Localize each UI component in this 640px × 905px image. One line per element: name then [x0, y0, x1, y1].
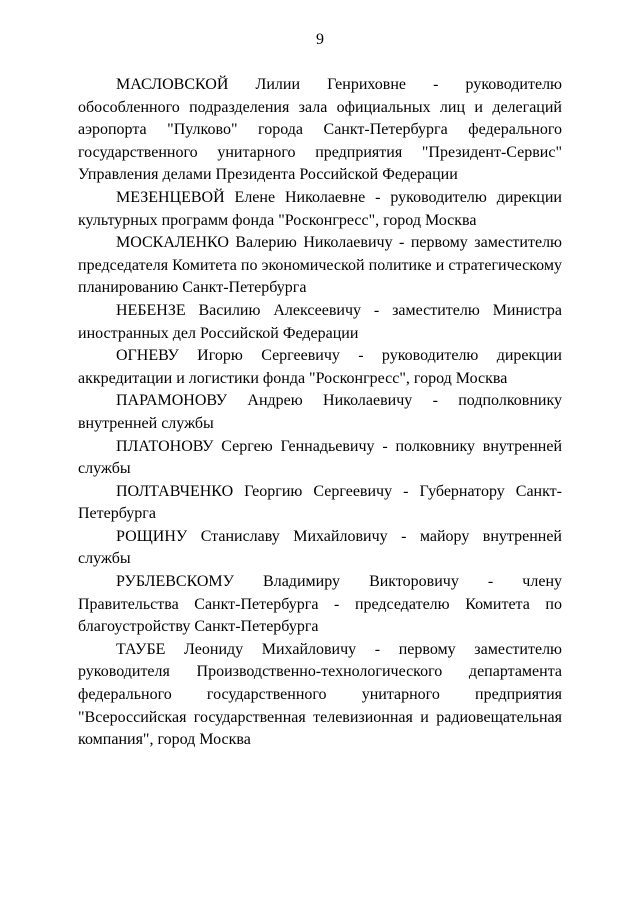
page-number: 9 [316, 31, 324, 48]
list-entry-roshchin: РОЩИНУ Станиславу Михайловичу - майору внутренней службы [78, 527, 562, 568]
list-entry-rublevsky: РУБЛЕВСКОМУ Владимиру Викторовичу - члену Правительства Санкт-Петербурга - председателю Комитета по благоустройству Санкт-Петербурга [78, 573, 562, 636]
list-entry-moskalenko: МОСКАЛЕНКО Валерию Николаевичу - первому заместителю председателя Комитета по экономической политике и стратегическому планированию Санкт-Петербурга [78, 234, 562, 297]
list-entry-nebenzya: НЕБЕНЗЕ Василию Алексеевичу - заместителю Министра иностранных дел Российской Федерации [78, 301, 562, 342]
list-entry-platonov: ПЛАТОНОВУ Сергею Геннадьевичу - полковнику внутренней службы [78, 437, 562, 478]
list-entry-poltavchenko: ПОЛТАВЧЕНКО Георгию Сергеевичу - Губернатору Санкт-Петербурга [78, 482, 562, 523]
list-entry-masloovskaya: МАСЛОВСКОЙ Лилии Генриховне - руководителю обособленного подразделения зала официальных лиц и делегаций аэропорта "Пулково" города Санкт-Петербурга федерального государственного унитарного предприятия "Президент-Сервис" Управления делами Президента Российской Федерации [78, 76, 562, 184]
list-entry-ognev: ОГНЕВУ Игорю Сергеевичу - руководителю дирекции аккредитации и логистики фонда "Росконгресс", город Москва [78, 347, 562, 387]
list-entry-taube: ТАУБЕ Леониду Михайловичу - первому заместителю руководителя Производственно-технологического департамента федерального государственного унитарного предприятия "Всероссийская государственная телевизионная и радиовещательная компания", город Москва [78, 640, 562, 749]
award-list [78, 74, 562, 752]
list-entry-mezentseva: МЕЗЕНЦЕВОЙ Елене Николаевне - руководителю дирекции культурных программ фонда "Росконгресс", город Москва [78, 188, 562, 229]
list-entry-paramonov: ПАРАМОНОВУ Андрею Николаевичу - подполковнику внутренней службы [78, 392, 562, 432]
